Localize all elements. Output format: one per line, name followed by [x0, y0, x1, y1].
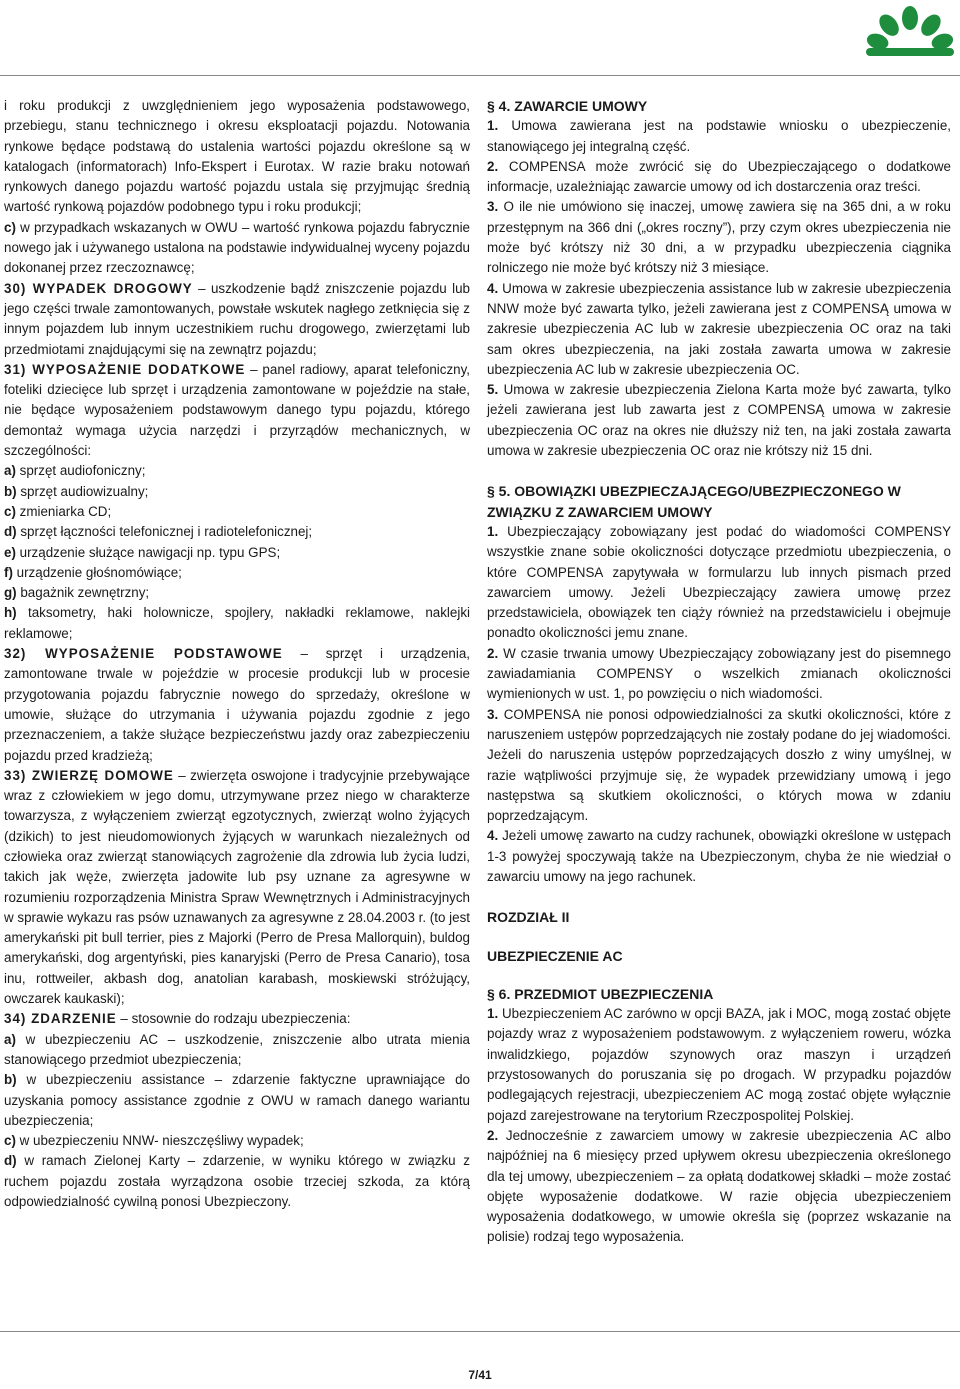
list-item: d) w ramach Zielonej Karty – zdarzenie, w wyniku którego w związku z ruchem pojazdu została wyrządzona osobie trzeciej szkoda, za którą odpowiedzialność cywilną ponosi Ubezpieczony.	[4, 1153, 470, 1210]
section-heading-6: § 6. PRZEDMIOT UBEZPIECZENIA	[487, 985, 714, 1002]
list-item: h) taksometry, haki holownicze, spojlery, nakładki reklamowe, naklejki reklamowe;	[4, 605, 470, 641]
list-item: 1. Ubezpieczeniem AC zarówno w opcji BAZA, jak i MOC, mogą zostać objęte pojazdy wraz z wyposażeniem podstawowym. z wyłączeniem roweru, wózka inwalidzkiego, pojazdów szynowych oraz maszyn i urządzeń przystosowanych do poruszania się po drogach. W przypadku pojazdów podlegających rejestracji, ubezpieczeniem AC mogą zostać objęte wyłącznie pojazd zarejestrowane na terytorium Rzeczpospolitej Polskiej.	[487, 1006, 951, 1123]
list-item: 1. Umowa zawierana jest na podstawie wniosku o ubezpieczenie, stanowiącego jej integralną część.	[487, 118, 951, 154]
right-column	[487, 96, 951, 1248]
list-item: 5. Umowa w zakresie ubezpieczenia Zielona Karta może być zawarta, tylko jeżeli zawierana jest lub zawarta jest z COMPENSĄ umowa w zakresie ubezpieczenia OC oraz na okres nie dłuższy niż ten, na jaki została zawarta umowa w zakresie ubezpieczenia OC oraz nie krótszy niż 15 dni.	[487, 382, 951, 459]
list-item: c) zmieniarka CD;	[4, 503, 112, 519]
list-item: g) bagażnik zewnętrzny;	[4, 585, 150, 601]
section-heading-5: § 5. OBOWIĄZKI UBEZPIECZAJĄCEGO/UBEZPIECZONEGO W ZWIĄZKU Z ZAWARCIEM UMOWY	[487, 483, 901, 520]
list-item: c) w przypadkach wskazanych w OWU – wartość rynkowa pojazdu fabrycznie nowego jak i używanego ustalona na podstawie indywidualnej wyceny pojazdu dokonanej przez rzeczoznawcę;	[4, 219, 470, 276]
definition-32: 32) WYPOSAŻENIE PODSTAWOWE – sprzęt i urządzenia, zamontowane trwale w pojeździe w procesie produkcji lub w procesie przygotowania pojazdu fabrycznie nowego do sprzedaży, określone w umowie, służące do utrzymania i używania pojazdu zgodnie z jego przeznaczeniem, a także służące bezpieczeństwu jazdy oraz zabezpieczeniu pojazdu przed kradzieżą;	[4, 646, 470, 763]
list-item: b) w ubezpieczeniu assistance – zdarzenie faktyczne uprawniające do uzyskania pomocy assistance zgodnie z OWU w ramach danego wariantu ubezpieczenia;	[4, 1072, 470, 1128]
list-item: d) sprzęt łączności telefonicznej i radiotelefonicznej;	[4, 524, 313, 540]
definition-34: 34) ZDARZENIE – stosownie do rodzaju ubezpieczenia:	[4, 1011, 351, 1027]
company-logo-icon	[862, 4, 958, 60]
chapter-heading: ROZDZIAŁ II	[487, 909, 570, 926]
list-item: 2. Jednocześnie z zawarciem umowy w zakresie ubezpieczenia AC albo najpóźniej na 6 miesięcy przed upływem okresu ubezpieczenia określonego dla tej umowy, ubezpieczeniem – za opłatą dodatkowej składki – może zostać objęte wyposażenie dodatkowe. W razie objęcia ubezpieczeniem wyposażenia dodatkowego, w umowie określa się (poprzez wskazanie na polisie) rodzaj tego wyposażenia.	[487, 1127, 951, 1245]
list-item: c) w ubezpieczeniu NNW- nieszczęśliwy wypadek;	[4, 1133, 304, 1149]
list-item: 2. COMPENSA może zwrócić się do Ubezpieczającego o dodatkowe informacje, uzależniając zawarcie umowy od ich dostarczenia oraz treści.	[487, 158, 951, 195]
list-item: 3. O ile nie umówiono się inaczej, umowę zawiera się na 365 dni, a w roku przestępnym na 366 dni („okres roczny”), przy czym okres ubezpieczenia nie może być krótszy niż 30 dni, a w przypadku ubezpieczenia ciągnika rolniczego nie może być krótszy niż 3 miesiące.	[487, 199, 951, 276]
chapter-title: UBEZPIECZENIE AC	[487, 947, 623, 964]
footer-divider	[0, 1331, 960, 1332]
definition-31: 31) WYPOSAŻENIE DODATKOWE – panel radiowy, aparat telefoniczny, foteliki dziecięce lub sprzęt i urządzenia zamontowane w pojeździe na stałe, nie będące wyposażeniem podstawowym danego typu pojazdu, którego demontaż wymaga użycia narzędzi i przyrządów mechanicznych, w szczególności:	[4, 361, 471, 459]
list-item: 4. Jeżeli umowę zawarto na cudzy rachunek, obowiązki określone w ustępach 1-3 powyżej spoczywają także na Ubezpieczonym, chyba że nie wiedział o zawarciu umowy na jego rachunek.	[487, 828, 951, 884]
list-item: a) sprzęt audiofoniczny;	[4, 463, 146, 479]
paragraph-market-value: i roku produkcji z uwzględnieniem jego wyposażenia podstawowego, przebiegu, stanu technicznego i okresu eksploatacji pojazdu. Notowania rynkowe będące podstawą do ustalenia wartości pojazdu określone są w katalogach (informatorach) Info-Ekspert i Eurotax. W razie braku notowań rynkowych danego pojazdu wartość pojazdu ustala się przyjmując średnią wartość rynkową pojazdów podobnego typu i roku produkcji;	[4, 98, 470, 215]
list-item: 2. W czasie trwania umowy Ubezpieczający zobowiązany jest do pisemnego zawiadamiania COMPENSY o wszelkich zmianach okoliczności wymienionych w ust. 1, po powzięciu o nich wiadomości.	[487, 645, 951, 702]
list-item: 4. Umowa w zakresie ubezpieczenia assistance lub w zakresie ubezpieczenia NNW może być zawarta tylko, jeżeli zawierana jest z COMPENSĄ umowa w zakresie ubezpieczenia AC lub w zakresie ubezpieczenia OC oraz na taki sam okres ubezpieczenia, na jaki została zawarta umowa w zakresie ubezpieczenia AC lub w zakresie ubezpieczenia OC.	[487, 280, 951, 377]
list-item: 3. COMPENSA nie ponosi odpowiedzialności za skutki okoliczności, które z naruszeniem ustępów poprzedzających nie zostały podane do jej wiadomości. Jeżeli do naruszenia ustępów poprzedzających doszło z winy umyślnej, w razie wątpliwości przyjmuje się, że wypadek przewidziany umową i jego następstwa są skutkiem okoliczności, o których mowa w zdaniu poprzedzającym.	[487, 706, 951, 824]
list-item: b) sprzęt audiowizualny;	[4, 483, 149, 499]
definition-30: 30) WYPADEK DROGOWY – uszkodzenie bądź zniszczenie pojazdu lub jego części trwale zamontowanych, powstałe wskutek nagłego zetknięcia się z innym pojazdem lub innym uczestnikiem ruchu drogowego, zwierzętami lub przedmiotami znajdującymi się na zewnątrz pojazdu;	[4, 280, 470, 357]
list-item: a) w ubezpieczeniu AC – uszkodzenie, zniszczenie albo utrata mienia stanowiącego przedmiot ubezpieczenia;	[4, 1031, 470, 1067]
page-number: 7/41	[468, 1368, 492, 1382]
left-column	[4, 96, 470, 1212]
header-divider	[0, 75, 960, 76]
list-item: f) urządzenie głośnomówiące;	[4, 564, 182, 580]
list-item: e) urządzenie służące nawigacji np. typu GPS;	[4, 544, 281, 560]
section-heading-4: § 4. ZAWARCIE UMOWY	[487, 98, 648, 114]
list-item: 1. Ubezpieczający zobowiązany jest podać do wiadomości COMPENSY wszystkie znane sobie okoliczności dotyczące przedmiotu ubezpieczenia, o które COMPENSA zapytywała w formularzu lub innych pismach przed zawarciem umowy. Jeżeli Ubezpieczający zawiera umowę przez przedstawiciela, obowiązek ten ciąży również na przedstawicielu i obejmuje ponadto okoliczności jemu znane.	[487, 523, 951, 641]
definition-33: 33) ZWIERZĘ DOMOWE – zwierzęta oswojone i tradycyjnie przebywające wraz z człowiekiem w jego domu, utrzymywane przez niego w charakterze towarzysza, z wyłączeniem zwierząt egzotycznych, zwierząt wolno żyjących (dzikich) to jest nieudomowionych żyjących w warunkach niezależnych od człowieka oraz zwierząt stanowiących zagrożenie dla zdrowia lub życia ludzi, takich jak węże, zwierzęta jadowite lub psy uznane za agresywne w rozumieniu rozporządzenia Ministra Spraw Wewnętrznych i Administracyjnych w sprawie wykazu ras psów uznawanych za agresywne z 28.04.2003 r. (to jest amerykański pit bull terrier, pies z Majorki (Perro de Presa Mallorquin), buldog amerykański, dog argentyński, pies kanaryjski (Perro de Presa Canario), tosa inu, rottweiler, akbash dog, anatolian karabash, moskiewski stróżujący, owczarek kaukaski);	[4, 767, 470, 1007]
